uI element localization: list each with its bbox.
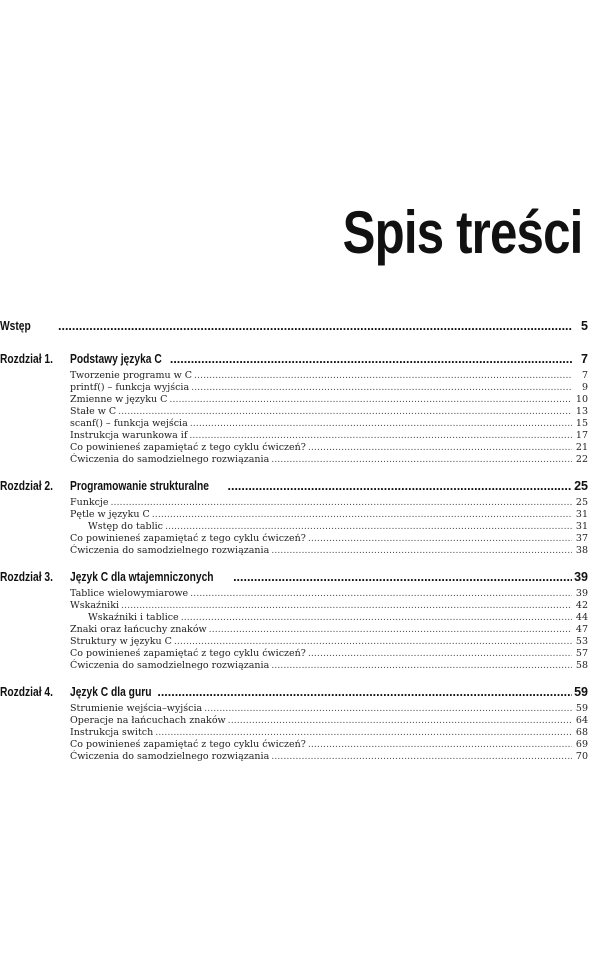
dot-leader (194, 370, 572, 382)
toc-subentry[interactable] (70, 521, 588, 533)
chapter-page: 25 (574, 479, 588, 493)
toc-entry[interactable] (70, 430, 588, 442)
entry-title: Tablice wielowymiarowe (70, 588, 189, 599)
toc-entry[interactable] (70, 660, 588, 672)
dot-leader (165, 521, 572, 533)
chapter-heading[interactable] (70, 475, 588, 497)
entry-page: 69 (575, 739, 588, 750)
entry-title: Instrukcja warunkowa if (70, 430, 188, 441)
entry-page: 57 (575, 648, 588, 659)
dot-leader (204, 703, 572, 715)
entry-page: 58 (575, 660, 588, 671)
chapter-title: Język C dla guru (70, 685, 152, 699)
toc-entry[interactable] (70, 370, 588, 382)
entry-page: 31 (575, 521, 588, 532)
chapter-label: Rozdział 2. (0, 479, 53, 493)
entry-page: 38 (575, 545, 588, 556)
toc-entry[interactable] (70, 715, 588, 727)
entry-page: 47 (575, 624, 588, 635)
dot-leader (155, 727, 572, 739)
chapter-title: Język C dla wtajemniczonych (70, 570, 214, 584)
intro-page: 5 (581, 319, 588, 333)
entry-title: Pętle w języku C (70, 509, 150, 520)
entry-title: Co powinieneś zapamiętać z tego cyklu ćwiczeń? (70, 442, 306, 453)
table-of-contents (0, 315, 588, 772)
toc-entry[interactable] (70, 406, 588, 418)
dot-leader (228, 715, 572, 727)
entry-title: Stałe w C (70, 406, 117, 417)
chapter-label: Rozdział 1. (0, 352, 53, 366)
entry-page: 15 (575, 418, 588, 429)
toc-entry[interactable] (70, 739, 588, 751)
toc-entry[interactable] (70, 533, 588, 545)
dot-leader (308, 442, 572, 454)
dot-leader (169, 394, 572, 406)
entry-page: 9 (581, 382, 588, 393)
toc-entry[interactable] (70, 394, 588, 406)
dot-leader (152, 509, 572, 521)
dot-leader (271, 454, 572, 466)
dot-leader (174, 636, 572, 648)
dot-leader (308, 533, 572, 545)
entry-page: 70 (575, 751, 588, 762)
dot-leader (118, 406, 572, 418)
entry-title: Ćwiczenia do samodzielnego rozwiązania (70, 751, 270, 762)
dot-leader (271, 660, 572, 672)
chapter-3 (0, 566, 588, 672)
chapter-label: Rozdział 3. (0, 570, 53, 584)
toc-entry[interactable] (70, 624, 588, 636)
entry-title: scanf() – funkcja wejścia (70, 418, 188, 429)
toc-entry[interactable] (70, 751, 588, 763)
dot-leader (308, 648, 572, 660)
toc-entry[interactable] (70, 454, 588, 466)
toc-entry[interactable] (70, 545, 588, 557)
entry-title: Co powinieneś zapamiętać z tego cyklu ćwiczeń? (70, 648, 306, 659)
chapter-page: 7 (581, 352, 588, 366)
toc-entry[interactable] (70, 600, 588, 612)
entry-page: 7 (581, 370, 588, 381)
toc-entry[interactable] (70, 418, 588, 430)
dot-leader (181, 612, 572, 624)
dot-leader (58, 315, 572, 337)
entry-title: Wskaźniki i tablice (88, 612, 179, 623)
chapter-1 (0, 348, 588, 466)
entry-title: Tworzenie programu w C (70, 370, 193, 381)
entry-page: 25 (575, 497, 588, 508)
chapter-page: 39 (574, 570, 588, 584)
entry-page: 68 (575, 727, 588, 738)
entry-title: Funkcje (70, 497, 109, 508)
dot-leader (189, 430, 572, 442)
chapter-title: Podstawy języka C (70, 352, 162, 366)
toc-entry[interactable] (70, 703, 588, 715)
toc-entry[interactable] (70, 497, 588, 509)
chapter-page: 59 (574, 685, 588, 699)
toc-entry[interactable] (70, 442, 588, 454)
dot-leader (190, 588, 572, 600)
toc-entry[interactable] (70, 382, 588, 394)
dot-leader (308, 739, 572, 751)
entry-page: 39 (575, 588, 588, 599)
dot-leader (121, 600, 572, 612)
entry-title: Strumienie wejścia–wyjścia (70, 703, 203, 714)
entry-page: 44 (575, 612, 588, 623)
toc-entry[interactable] (70, 588, 588, 600)
chapter-heading[interactable] (70, 681, 588, 703)
dot-leader (271, 545, 572, 557)
toc-entry[interactable] (70, 509, 588, 521)
entry-page: 59 (575, 703, 588, 714)
page-title: Spis treści (342, 199, 582, 266)
entry-title: Znaki oraz łańcuchy znaków (70, 624, 207, 635)
entry-title: Wskaźniki (70, 600, 120, 611)
chapter-heading[interactable] (70, 566, 588, 588)
chapter-title: Programowanie strukturalne (70, 479, 209, 493)
entry-title: Ćwiczenia do samodzielnego rozwiązania (70, 545, 270, 556)
dot-leader (157, 681, 572, 703)
entry-page: 17 (575, 430, 588, 441)
intro-title: Wstęp (0, 319, 31, 333)
entry-page: 31 (575, 509, 588, 520)
toc-entry[interactable] (70, 727, 588, 739)
entry-page: 64 (575, 715, 588, 726)
entry-title: Instrukcja switch (70, 727, 154, 738)
entry-title: Zmienne w języku C (70, 394, 168, 405)
dot-leader (191, 382, 572, 394)
entry-page: 37 (575, 533, 588, 544)
entry-title: Operacje na łańcuchach znaków (70, 715, 226, 726)
entry-title: Ćwiczenia do samodzielnego rozwiązania (70, 454, 270, 465)
dot-leader (233, 566, 572, 588)
chapter-2 (0, 475, 588, 557)
toc-intro-row[interactable] (0, 315, 588, 337)
entry-title: Wstęp do tablic (88, 521, 163, 532)
chapter-label: Rozdział 4. (0, 685, 53, 699)
toc-subentry[interactable] (70, 612, 588, 624)
dot-leader (209, 624, 572, 636)
entry-page: 21 (575, 442, 588, 453)
entry-title: printf() – funkcja wyjścia (70, 382, 190, 393)
entry-page: 22 (575, 454, 588, 465)
entry-title: Ćwiczenia do samodzielnego rozwiązania (70, 660, 270, 671)
dot-leader (190, 418, 572, 430)
entry-page: 42 (575, 600, 588, 611)
chapter-4 (0, 681, 588, 763)
dot-leader (170, 348, 572, 370)
dot-leader (110, 497, 572, 509)
entry-title: Co powinieneś zapamiętać z tego cyklu ćwiczeń? (70, 533, 306, 544)
entry-title: Struktury w języku C (70, 636, 172, 647)
dot-leader (271, 751, 572, 763)
entry-page: 13 (575, 406, 588, 417)
entry-page: 53 (575, 636, 588, 647)
entry-title: Co powinieneś zapamiętać z tego cyklu ćwiczeń? (70, 739, 306, 750)
dot-leader (228, 475, 573, 497)
toc-entry[interactable] (70, 648, 588, 660)
entry-page: 10 (575, 394, 588, 405)
chapter-heading[interactable] (70, 348, 588, 370)
toc-entry[interactable] (70, 636, 588, 648)
